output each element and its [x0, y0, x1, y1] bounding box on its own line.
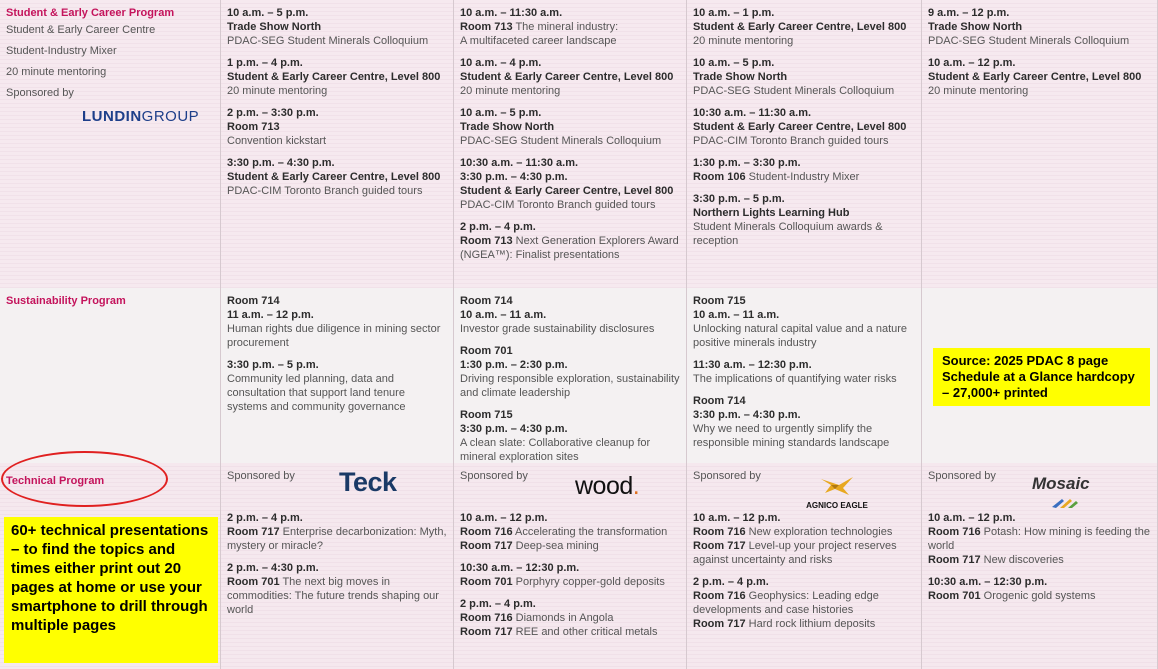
mosaic-logo: Mosaic	[1032, 474, 1090, 493]
student-program-title: Student & Early Career Program	[6, 7, 175, 19]
event: 10 a.m. – 12 p.m. Student & Early Career Centre, Level 800 20 minute mentoring	[928, 57, 1142, 97]
event: 10 a.m. – 11:30 a.m. Room 713 The mineral industry: A multifaceted career landscape	[460, 7, 619, 47]
teck-logo: Teck	[339, 467, 397, 497]
event: Room 714 3:30 p.m. – 4:30 p.m. Why we need to urgently simplify the responsible mining standards landscape	[693, 395, 890, 449]
student-day-4	[922, 0, 1158, 288]
event: Room 701 1:30 p.m. – 2:30 p.m. Driving responsible exploration, sustainability and climate leadership	[460, 345, 680, 399]
event: Room 715 3:30 p.m. – 4:30 p.m. A clean slate: Collaborative cleanup for mineral exploration sites	[460, 409, 651, 463]
event: Room 714 11 a.m. – 12 p.m. Human rights due diligence in mining sector procurement	[227, 295, 441, 349]
sponsored-by-label: Sponsored by	[693, 470, 761, 482]
student-day-3	[687, 0, 922, 288]
technical-day-2	[454, 463, 687, 669]
sustainability-program-label-cell	[0, 288, 221, 463]
sponsor-row	[227, 469, 447, 511]
technical-day-4	[922, 463, 1158, 669]
event: Room 714 10 a.m. – 11 a.m. Investor grade sustainability disclosures	[460, 295, 655, 335]
event: 3:30 p.m. – 5 p.m. Northern Lights Learning Hub Student Minerals Colloquium awards & reception	[693, 193, 883, 247]
event: 10:30 a.m. – 12:30 p.m. Room 701 Porphyry copper-gold deposits	[460, 562, 665, 588]
sustainability-day-2	[454, 288, 687, 463]
event: 10:30 a.m. – 11:30 a.m. Student & Early Career Centre, Level 800 PDAC-CIM Toronto Branch guided tours	[693, 107, 907, 147]
sustainability-day-3	[687, 288, 922, 463]
technical-day-1	[221, 463, 454, 669]
event: 10 a.m. – 5 p.m. Trade Show North PDAC-SEG Student Minerals Colloquium	[693, 57, 895, 97]
student-item: Student & Early Career Centre	[6, 24, 156, 36]
event: 10 a.m. – 5 p.m. Trade Show North PDAC-SEG Student Minerals Colloquium	[460, 107, 662, 147]
event: 10 a.m. – 12 p.m. Room 716 New exploration technologies Room 717 Level-up your project reserves against uncertainty and risks	[693, 512, 897, 566]
event: 10 a.m. – 1 p.m. Student & Early Career Centre, Level 800 20 minute mentoring	[693, 7, 907, 47]
wood-logo: wood.	[575, 472, 640, 500]
event: 1:30 p.m. – 3:30 p.m. Room 106 Student-Industry Mixer	[693, 157, 860, 183]
sponsored-by-label: Sponsored by	[460, 470, 528, 482]
event: 10 a.m. – 12 p.m. Room 716 Accelerating the transformation Room 717 Deep-sea mining	[460, 512, 668, 552]
sponsor-row	[460, 469, 680, 511]
event: 1 p.m. – 4 p.m. Student & Early Career Centre, Level 800 20 minute mentoring	[227, 57, 441, 97]
sponsored-by-label: Sponsored by	[227, 470, 295, 482]
student-day-1	[221, 0, 454, 288]
technical-program-title: Technical Program	[6, 475, 105, 487]
mosaic-swoosh-icon	[1052, 497, 1078, 509]
event: 10 a.m. – 12 p.m. Room 716 Potash: How mining is feeding the world Room 717 New discoveries	[928, 512, 1150, 566]
event: 3:30 p.m. – 4:30 p.m. Student & Early Career Centre, Level 800 PDAC-CIM Toronto Branch guided tours	[227, 157, 441, 197]
event: 10 a.m. – 5 p.m. Trade Show North PDAC-SEG Student Minerals Colloquium	[227, 7, 429, 47]
student-item: Student-Industry Mixer	[6, 45, 117, 57]
sponsor-row	[928, 469, 1151, 511]
lundin-group-logo: LUNDINGROUP	[82, 108, 200, 125]
event: 2 p.m. – 4 p.m. Room 717 Enterprise decarbonization: Myth, mystery or miracle?	[227, 512, 447, 552]
student-item: 20 minute mentoring	[6, 66, 107, 78]
event: 10:30 a.m. – 12:30 p.m. Room 701 Orogenic gold systems	[928, 576, 1096, 602]
sustainability-program-title: Sustainability Program	[6, 295, 126, 307]
event: 2 p.m. – 3:30 p.m. Room 713 Convention kickstart	[227, 107, 327, 147]
source-note-callout: Source: 2025 PDAC 8 page Schedule at a Glance hardcopy – 27,000+ printed	[933, 348, 1150, 406]
student-sponsored-by: Sponsored by	[6, 87, 74, 99]
event: 3:30 p.m. – 5 p.m. Community led planning, data and consultation that support land tenure systems and community governance	[227, 359, 406, 413]
event: 10:30 a.m. – 11:30 a.m. 3:30 p.m. – 4:30 p.m. Student & Early Career Centre, Level 800 PDAC-CIM Toronto Branch guided tours	[460, 157, 674, 211]
event: Room 715 10 a.m. – 11 a.m. Unlocking natural capital value and a nature positive minerals industry	[693, 295, 908, 349]
technical-note-callout: 60+ technical presentations – to find the topics and times either print out 20 pages at home or use your smartphone to drill through multiple pages	[4, 517, 218, 663]
event: 11:30 a.m. – 12:30 p.m. The implications of quantifying water risks	[693, 359, 897, 385]
technical-day-3	[687, 463, 922, 669]
sponsored-by-label: Sponsored by	[928, 470, 996, 482]
agnico-eagle-logo: AGNICO EAGLE	[789, 475, 885, 513]
student-day-2	[454, 0, 687, 288]
technical-program-highlight-circle	[1, 451, 168, 507]
event: 9 a.m. – 12 p.m. Trade Show North PDAC-SEG Student Minerals Colloquium	[928, 7, 1130, 47]
sponsor-row	[693, 469, 915, 511]
eagle-icon	[819, 475, 855, 497]
event: 2 p.m. – 4 p.m. Room 713 Next Generation Explorers Award (NGEA™): Finalist presentations	[460, 221, 679, 261]
sustainability-day-1	[221, 288, 454, 463]
event: 10 a.m. – 4 p.m. Student & Early Career Centre, Level 800 20 minute mentoring	[460, 57, 674, 97]
event: 2 p.m. – 4:30 p.m. Room 701 The next big moves in commodities: The future trends shaping our world	[227, 562, 439, 616]
student-program-label-cell	[0, 0, 221, 288]
event: 2 p.m. – 4 p.m. Room 716 Diamonds in Angola Room 717 REE and other critical metals	[460, 598, 658, 638]
event: 2 p.m. – 4 p.m. Room 716 Geophysics: Leading edge developments and case histories Room 717 Hard rock lithium deposits	[693, 576, 879, 630]
